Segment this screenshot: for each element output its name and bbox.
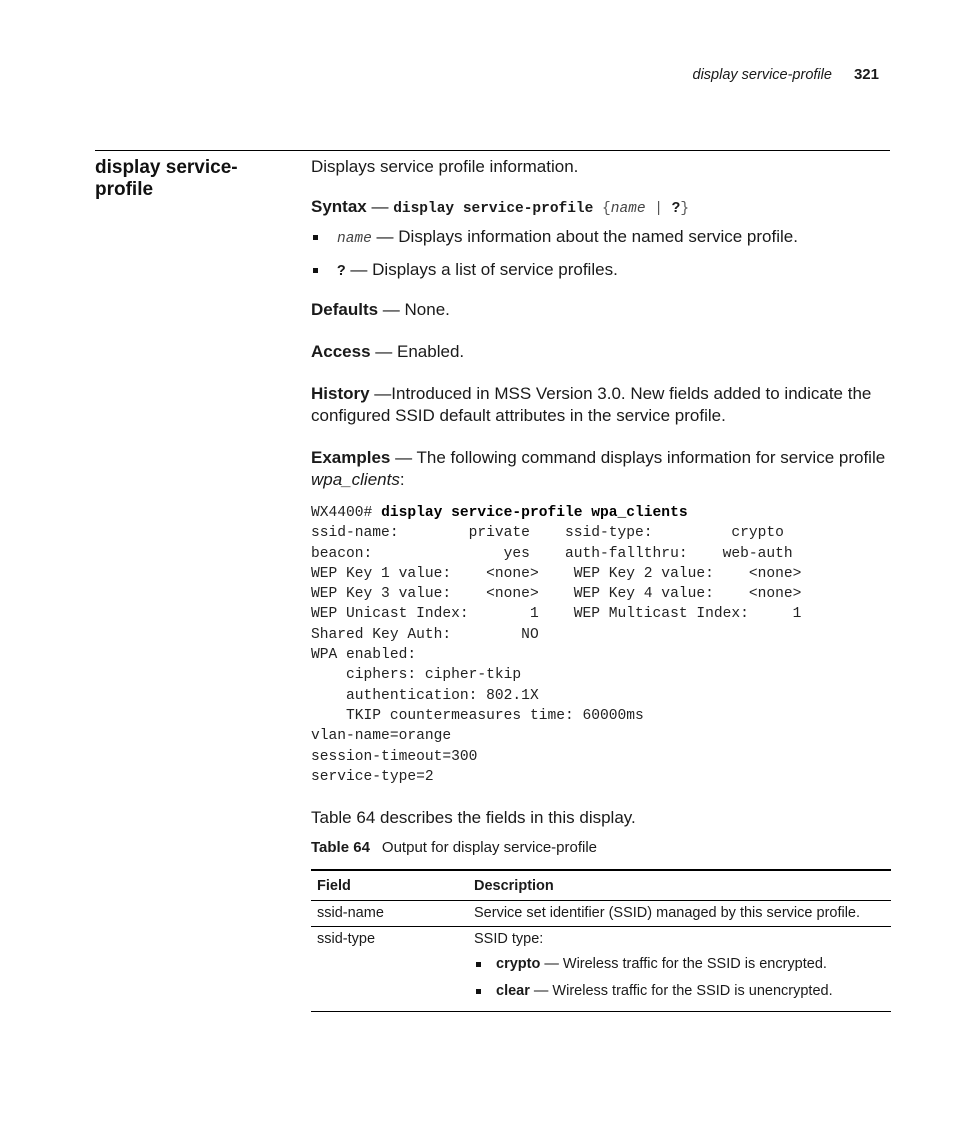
table-row xyxy=(311,901,891,927)
access-text: — Enabled. xyxy=(370,342,465,361)
table-header-row xyxy=(311,870,891,901)
examples-arg: wpa_clients xyxy=(311,470,400,489)
history-label: History xyxy=(311,384,370,403)
code-line: vlan-name=orange xyxy=(311,728,452,745)
defaults-label: Defaults xyxy=(311,300,379,319)
section-title: display service-profile xyxy=(95,157,238,200)
list-item xyxy=(311,226,891,250)
bullet-text: — Wireless traffic for the SSID is unencrypted. xyxy=(529,983,833,1000)
section-divider xyxy=(95,150,890,151)
table-caption-label: Table 64 xyxy=(311,839,370,857)
examples-text: — The following command displays information for service profile xyxy=(390,448,886,467)
access-label: Access xyxy=(311,342,371,361)
bullet-term: ? xyxy=(337,264,346,280)
column-header-description: Description xyxy=(468,870,891,901)
bullet-term: crypto xyxy=(496,956,541,973)
field-cell: ssid-name xyxy=(311,901,468,927)
list-item xyxy=(474,981,885,1001)
description-cell: Service set identifier (SSID) managed by this service profile. xyxy=(468,901,891,927)
syntax-close-brace: } xyxy=(680,201,690,217)
bullet-text: — Wireless traffic for the SSID is encrypted. xyxy=(540,956,827,973)
table-intro: Table 64 describes the fields in this display. xyxy=(311,808,636,828)
code-line: WEP Key 1 value: <none> WEP Key 2 value: <none> xyxy=(311,565,802,582)
code-line: WEP Key 3 value: <none> WEP Key 4 value: <none> xyxy=(311,586,802,603)
code-prompt: WX4400# xyxy=(311,505,382,521)
syntax-dash: — xyxy=(366,197,394,216)
code-line: authentication: 802.1X xyxy=(311,687,539,704)
code-line: TKIP countermeasures time: 60000ms xyxy=(311,707,644,724)
list-item xyxy=(311,259,891,283)
syntax-line xyxy=(311,196,891,220)
running-head xyxy=(693,66,879,83)
table-row xyxy=(311,927,891,1012)
syntax-bullets xyxy=(311,226,891,283)
code-line: beacon: yes auth-fallthru: web-auth xyxy=(311,545,793,562)
examples-label: Examples xyxy=(311,448,391,467)
code-line: ciphers: cipher-tkip xyxy=(311,667,522,684)
description-bullets xyxy=(474,954,885,1001)
table-caption-text: Output for display service-profile xyxy=(381,839,598,857)
syntax-arg-name: name xyxy=(610,201,646,217)
code-command: display service-profile wpa_clients xyxy=(381,505,688,521)
main-content xyxy=(311,156,891,1012)
bullet-text: — Displays information about the named service profile. xyxy=(371,227,798,246)
code-example xyxy=(311,503,891,787)
code-line: ssid-name: private ssid-type: crypto xyxy=(311,525,784,542)
code-line: session-timeout=300 xyxy=(311,748,478,765)
syntax-separator: | xyxy=(645,201,672,217)
intro-text: Displays service profile information. xyxy=(311,157,579,176)
table-caption xyxy=(311,837,891,859)
syntax-open-brace: { xyxy=(593,201,611,217)
output-table xyxy=(311,869,891,1012)
bullet-term: name xyxy=(337,231,372,247)
history-paragraph xyxy=(311,383,891,427)
bullet-text: — Displays a list of service profiles. xyxy=(345,260,618,279)
examples-paragraph xyxy=(311,447,891,491)
syntax-label: Syntax xyxy=(311,197,367,216)
description-cell xyxy=(468,927,891,1012)
code-line: service-type=2 xyxy=(311,768,434,785)
syntax-command: display service-profile xyxy=(393,201,594,217)
access-paragraph xyxy=(311,341,891,363)
syntax-arg-list: ? xyxy=(671,201,681,217)
defaults-paragraph xyxy=(311,299,891,321)
list-item xyxy=(474,954,885,974)
field-cell: ssid-type xyxy=(311,927,468,1012)
bullet-term: clear xyxy=(496,983,530,1000)
code-line: WPA enabled: xyxy=(311,647,417,664)
examples-colon: : xyxy=(399,470,405,489)
code-line: WEP Unicast Index: 1 WEP Multicast Index: 1 xyxy=(311,606,802,623)
history-text: —Introduced in MSS Version 3.0. New fields added to indicate the configured SSID default attributes in the service profile. xyxy=(311,384,872,425)
code-line: Shared Key Auth: NO xyxy=(311,626,539,643)
description-text: SSID type: xyxy=(474,931,544,948)
column-header-field: Field xyxy=(311,870,468,901)
page-number: 321 xyxy=(853,66,879,83)
defaults-text: — None. xyxy=(378,300,450,319)
running-head-title: display service-profile xyxy=(692,67,832,83)
